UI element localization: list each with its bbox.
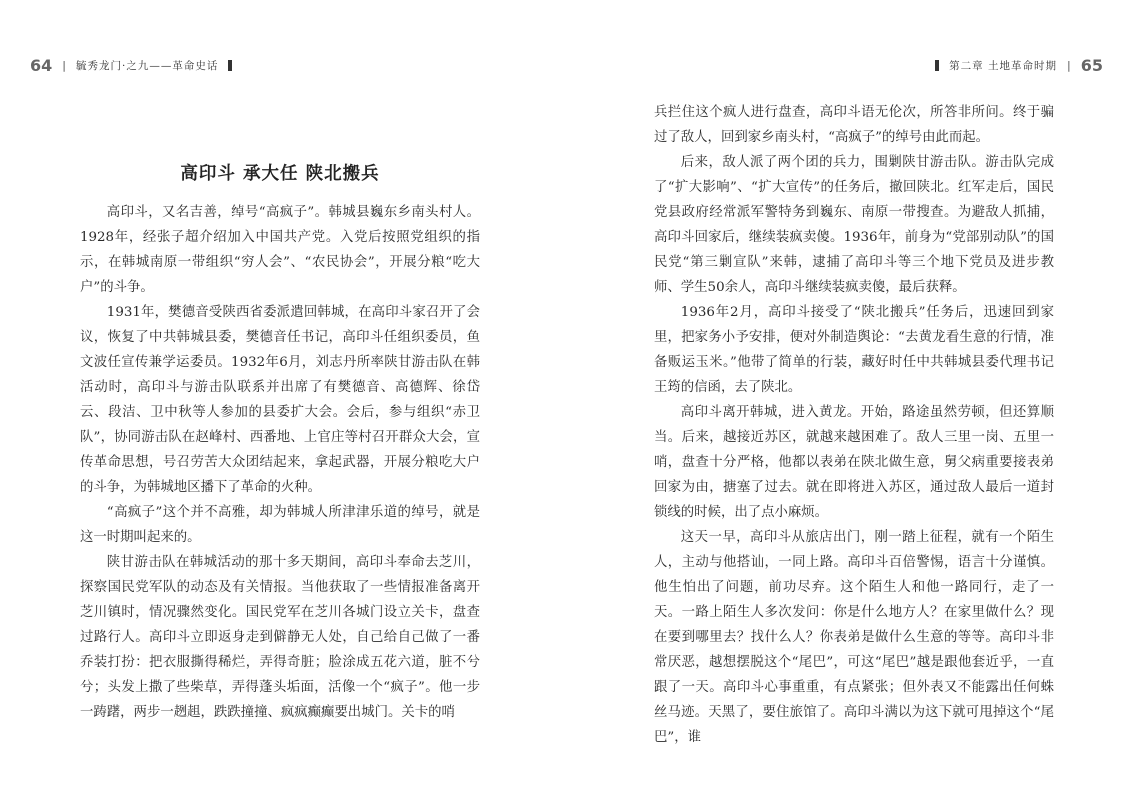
- paragraph: 1936年2月，高印斗接受了“陕北搬兵”任务后，迅速回到家里，把家务小予安排，便对外制造舆论：“去黄龙看生意的行情，准备贩运玉米。”他带了简单的行装，藏好时任中共韩城县委代理书记王筠的信函，去了陕北。: [654, 305, 1054, 395]
- left-page: [0, 0, 566, 799]
- header-marker: [935, 60, 939, 71]
- header-separator: |: [62, 58, 66, 72]
- page-number: 64: [30, 55, 53, 75]
- paragraph: 1931年，樊德音受陕西省委派遣回韩城，在高印斗家召开了会议，恢复了中共韩城县委，樊德音任书记，高印斗任组织委员，鱼文波任宣传兼学运委员。1932年6月，刘志丹所率陕甘游击队在韩活动时，高印斗与游击队联系并出席了有樊德音、高德辉、徐岱云、段洁、卫中秋等人参加的县委扩大会。会后，参与组织“赤卫队”，协同游击队在赵峰村、西番地、上官庄等村召开群众大会，宣传革命思想，号召劳苦大众团结起来，拿起武器，开展分粮吃大户的斗争，为韩城地区播下了革命的火种。: [80, 305, 480, 495]
- header-marker: [228, 60, 232, 71]
- left-body-text: [80, 200, 480, 725]
- running-header-title: 第二章 土地革命时期: [949, 59, 1058, 72]
- paragraph: 兵拦住这个疯人进行盘查，高印斗语无伦次，所答非所问。终于骗过了敌人，回到家乡南头村，“高疯子”的绰号由此而起。: [654, 105, 1054, 145]
- right-page-header: [925, 52, 1103, 78]
- running-header-title: 毓秀龙门·之九——革命史话: [75, 59, 219, 72]
- paragraph: 高印斗，又名吉善，绰号“高疯子”。韩城县巍东乡南头村人。1928年，经张子超介绍加入中国共产党。入党后按照党组织的指示，在韩城南原一带组织“穷人会”、“农民协会”，开展分粮“吃大户”的斗争。: [80, 205, 480, 295]
- right-page: [566, 0, 1133, 799]
- right-body-text: [654, 100, 1054, 750]
- paragraph: “高疯子”这个并不高雅，却为韩城人所津津乐道的绰号，就是这一时期叫起来的。: [80, 505, 480, 545]
- paragraph: 这天一早，高印斗从旅店出门，刚一踏上征程，就有一个陌生人，主动与他搭讪，一同上路。高印斗百倍警惕，语言十分谨慎。他生怕出了问题，前功尽弃。这个陌生人和他一路同行，走了一天。一路上陌生人多次发问：你是什么地方人？在家里做什么？现在要到哪里去？找什么人？你表弟是做什么生意的等等。高印斗非常厌恶，越想摆脱这个“尾巴”，可这“尾巴”越是跟他套近乎，一直跟了一天。高印斗心事重重，有点紧张；但外表又不能露出任何蛛丝马迹。天黑了，要住旅馆了。高印斗满以为这下就可甩掉这个“尾巴”，谁: [654, 530, 1054, 745]
- header-separator: |: [1067, 58, 1071, 72]
- paragraph: 陕甘游击队在韩城活动的那十多天期间，高印斗奉命去芝川，探察国民党军队的动态及有关情报。当他获取了一些情报准备离开芝川镇时，情况骤然变化。国民党军在芝川各城门设立关卡，盘查过路行人。高印斗立即返身走到僻静无人处，自己给自己做了一番乔装打扮：把衣服撕得稀烂，弄得奇脏；脸涂成五花六道，脏不兮兮；头发上撒了些柴草，弄得蓬头垢面，活像一个“疯子”。他一步一踌躇，两步一趔趄，跌跌撞撞、疯疯癫癫要出城门。关卡的哨: [80, 555, 480, 720]
- page-number: 65: [1080, 55, 1103, 75]
- paragraph: 后来，敌人派了两个团的兵力，围剿陕甘游击队。游击队完成了“扩大影响”、“扩大宣传”的任务后，撤回陕北。红军走后，国民党县政府经常派军警特务到巍东、南原一带搜查。为避敌人抓捕，高印斗回家后，继续装疯卖傻。1936年，前身为“党部别动队”的国民党“第三剿宣队”来韩，逮捕了高印斗等三个地下党员及进步教师、学生50余人，高印斗继续装疯卖傻，最后获释。: [654, 155, 1054, 295]
- article-title: 高印斗 承大任 陕北搬兵: [180, 164, 380, 184]
- paragraph: 高印斗离开韩城，进入黄龙。开始，路途虽然劳顿，但还算顺当。后来，越接近苏区，就越来越困难了。敌人三里一岗、五里一哨，盘查十分严格，他都以表弟在陕北做生意，舅父病重要接表弟回家为由，搪塞了过去。就在即将进入苏区，通过敌人最后一道封锁线的时候，出了点小麻烦。: [654, 405, 1054, 520]
- left-page-header: [30, 52, 242, 78]
